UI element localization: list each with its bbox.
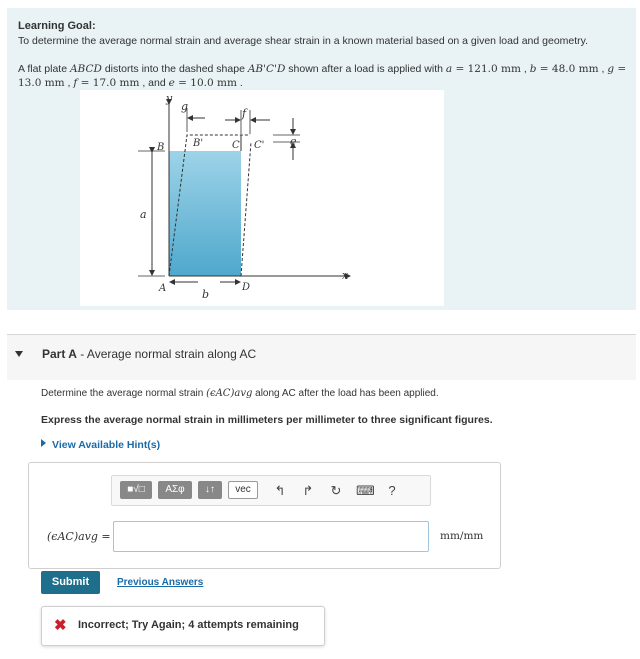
label-f: f	[242, 107, 247, 120]
learning-goal-title: Learning Goal:	[18, 20, 96, 32]
part-a-title: Part A - Average normal strain along AC	[42, 347, 257, 361]
feedback-box	[41, 606, 325, 646]
feedback-text: Incorrect; Try Again; 4 attempts remaining	[78, 619, 299, 631]
label-D: D	[242, 282, 251, 293]
label-Cp: C'	[254, 140, 265, 151]
collapse-triangle-icon[interactable]	[15, 351, 23, 357]
incorrect-x-icon: ✖	[54, 617, 67, 634]
label-g: g	[181, 100, 189, 113]
vector-button[interactable]: vec	[228, 481, 258, 499]
answer-units: mm/mm	[440, 530, 484, 542]
label-Bp: B'	[193, 138, 204, 149]
label-a: a	[140, 208, 147, 221]
question-text: Determine the average normal strain (ϵAC)avg along AC after the load has been applied.	[41, 388, 439, 399]
label-C: C	[232, 140, 240, 151]
reset-icon[interactable]: ↻	[330, 483, 342, 498]
submit-button[interactable]: Submit	[41, 571, 100, 594]
greek-symbols-button[interactable]: ΑΣφ	[158, 481, 192, 499]
learning-goal-text: To determine the average normal strain and average shear strain in a known material based on a given load and geometry.	[18, 35, 589, 47]
label-B: B	[157, 142, 165, 153]
answer-lhs: (ϵAC)avg =	[47, 530, 111, 543]
math-toolbar	[111, 475, 431, 506]
label-e: e	[290, 135, 297, 148]
redo-icon[interactable]: ↱	[302, 483, 314, 498]
hint-arrow-icon	[41, 439, 46, 447]
answer-box	[28, 462, 501, 569]
instruction-text: Express the average normal strain in millimeters per millimeter to three significant figures.	[41, 414, 493, 426]
templates-button[interactable]: ■√□	[120, 481, 152, 499]
deformed-right-edge	[241, 142, 251, 276]
undo-icon[interactable]: ↰	[274, 483, 286, 498]
part-a-header[interactable]	[7, 335, 636, 380]
arrows-button[interactable]: ↓↑	[198, 481, 222, 499]
plate-figure	[80, 90, 444, 306]
answer-input[interactable]	[113, 521, 429, 552]
help-icon[interactable]: ?	[388, 483, 396, 498]
learning-goal-panel	[7, 8, 636, 310]
plate-diagram	[80, 90, 444, 306]
label-b: b	[202, 288, 210, 301]
problem-statement: A flat plate ABCD distorts into the dashed shape AB'C'D shown after a load is applied with a = 121.0 mm , b = 48.0 mm , g = 13.0 mm , f = 17.0 mm , and e = 10.0 mm .	[18, 63, 627, 89]
previous-answers-link[interactable]: Previous Answers	[117, 577, 204, 588]
keyboard-icon[interactable]: ⌨	[356, 483, 375, 498]
label-A: A	[159, 283, 167, 294]
label-y: y	[166, 92, 173, 105]
view-hints-link[interactable]: View Available Hint(s)	[41, 439, 160, 451]
plate	[169, 151, 241, 276]
label-x: x	[342, 269, 349, 282]
